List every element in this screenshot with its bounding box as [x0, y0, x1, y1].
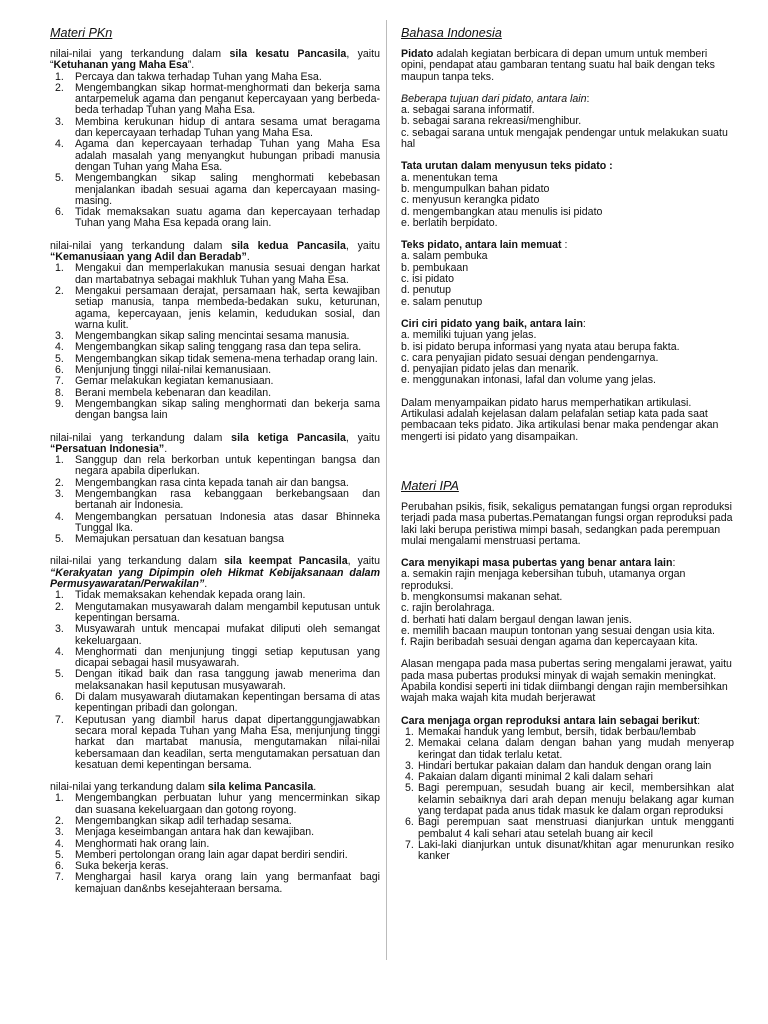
list-item: 2. Mengutamakan musyawarah dalam mengambil keputusan untuk kepentingan bersama.	[55, 600, 380, 624]
column-divider	[386, 20, 387, 960]
list-item: d. penyajian pidato jelas dan menarik.	[401, 363, 579, 376]
sila1-section	[50, 49, 380, 230]
list-item: c. isi pidato	[401, 273, 454, 286]
list-item: 1. Mengembangkan perbuatan luhur yang mencerminkan sikap dan suasana kekeluargaan dan gotong royong.	[55, 792, 380, 816]
menjaga-list	[401, 727, 734, 863]
sila5-list	[50, 793, 380, 895]
list-item: 2. Mengembangkan sikap hormat-menghormati dan bekerja sama antarpemeluk agama dan penganut kepercayaan yang berbeda-beda terhadap Tuhan yang Maha Esa.	[55, 81, 380, 117]
list-item: 3. Hindari bertukar pakaian dalam dan handuk dengan orang lain	[405, 759, 712, 772]
list-item: b. mengumpulkan bahan pidato	[401, 182, 550, 195]
list-item: 1. Sanggup dan rela berkorban untuk kepentingan bangsa dan negara apabila diperlukan.	[55, 454, 380, 478]
ipa-title: Materi IPA	[401, 478, 459, 493]
sila3-intro: nilai-nilai yang terkandung dalam sila ketiga Pancasila, yaitu “Persatuan Indonesia”.	[50, 431, 381, 455]
artikulasi-paragraph: Dalam menyampaikan pidato harus memperhatikan artikulasi. Artikulasi adalah kejelasan dalam pelafalan setiap kata pada saat pembacaan teks pidato. Jika artikulasi benar maka pendengar akan mengerti isi pidato yang disampaikan.	[401, 396, 719, 443]
memuat-heading: Teks pidato, antara lain memuat :	[401, 239, 568, 252]
list-item: 4. Agama dan kepercayaan terhadap Tuhan yang Maha Esa adalah masalah yang menyangkut hubungan pribadi manusia dengan Tuhan yang Maha Esa.	[55, 138, 380, 173]
sila3-list	[50, 455, 380, 545]
menyikapi-section	[401, 558, 734, 648]
list-item: c. sebagai sarana untuk mengajak pendengar untuk melakukan suatu hal	[401, 126, 728, 151]
list-item: 3. Menjaga keseimbangan antara hak dan kewajiban.	[55, 826, 315, 839]
list-item: 3. Mengembangkan sikap saling mencintai sesama manusia.	[55, 330, 350, 343]
sila2-list	[50, 263, 380, 421]
list-item: 5. Memajukan persatuan dan kesatuan bangsa	[55, 533, 285, 546]
list-item: 5. Mengembangkan sikap saling menghormati kebebasan menjalankan ibadah sesuai agama dan kepercayaan masing-masing.	[55, 172, 380, 207]
list-item: 6. Suka bekerja keras.	[55, 860, 169, 873]
list-item: 4. Mengembangkan persatuan Indonesia atas dasar Bhinneka Tunggal Ika.	[55, 510, 380, 534]
list-item: 3. Membina kerukunan hidup di antara sesama umat beragama dan kepercayaan terhadap Tuhan yang Maha Esa.	[55, 115, 380, 140]
list-item: 5. Mengembangkan sikap tidak semena-mena terhadap orang lain.	[55, 352, 378, 365]
left-column	[50, 26, 380, 895]
list-item: 1. Percaya dan takwa terhadap Tuhan yang Maha Esa.	[55, 70, 322, 83]
list-item: b. sebagai sarana rekreasi/menghibur.	[401, 115, 582, 128]
list-item: 1. Memakai handuk yang lembut, bersih, tidak berbau/lembab	[405, 725, 696, 738]
list-item: 9. Mengembangkan sikap saling menghormati dan bekerja sama dengan bangsa lain	[55, 397, 380, 422]
list-item: b. isi pidato berupa informasi yang nyata atau berupa fakta.	[401, 340, 680, 353]
sila2-section	[50, 241, 380, 422]
list-item: 7. Keputusan yang diambil harus dapat dipertanggungjawabkan secara moral kepada Tuhan yang Maha Esa, menjunjung tinggi harkat dan martabat manusia, mengutamakan nilai-nilai kebersamaan dan keadilan, serta mengutamakan persatuan dan kesatuan demi kepentingan bersama.	[55, 713, 380, 771]
list-item: 4. Pakaian dalam diganti minimal 2 kali dalam sehari	[405, 771, 653, 784]
memuat-section	[401, 240, 734, 308]
urutan-section	[401, 161, 734, 229]
list-item: 4. Menghormati hak orang lain.	[55, 837, 210, 850]
list-item: a. semakin rajin menjaga kebersihan tubuh, utamanya organ reproduksi.	[401, 568, 686, 592]
list-item: a. menentukan tema	[401, 171, 498, 184]
list-item: 5. Memberi pertolongan orang lain agar dapat berdiri sendiri.	[55, 848, 348, 861]
urutan-heading: Tata urutan dalam menyusun teks pidato :	[401, 160, 613, 173]
list-item: a. memiliki tujuan yang jelas.	[401, 329, 537, 342]
list-item: b. pembukaan	[401, 261, 469, 274]
sila4-list	[50, 590, 380, 771]
list-item: 6. Di dalam musyawarah diutamakan kepentingan bersama di atas kepentingan pribadi dan golongan.	[55, 691, 380, 715]
list-item: 7. Gemar melakukan kegiatan kemanusiaan.	[55, 375, 274, 388]
jerawat-paragraph-2: Apabila kondisi seperti ini tidak diimbangi dengan rajin membersihkan wajah maka wajah kita mudah berjerawat	[401, 681, 728, 705]
pidato-definition: Pidato adalah kegiatan berbicara di depan umum untuk memberi opini, pendapat atau gambaran tentang suatu hal baik dengan teks maupun tanpa teks.	[401, 48, 715, 83]
list-item: 4. Menghormati dan menjunjung tinggi setiap keputusan yang dicapai sebagai hasil musyawarah.	[55, 645, 380, 670]
list-item: c. cara penyajian pidato sesuai dengan pendengarnya.	[401, 351, 659, 364]
list-item: 3. Mengembangkan rasa kebanggaan berkebangsaan dan bertanah air Indonesia.	[55, 487, 380, 512]
sila2-intro: nilai-nilai yang terkandung dalam sila kedua Pancasila, yaitu “Kemanusiaan yang Adil dan Beradab”.	[50, 239, 381, 264]
list-item: 6. Tidak memaksakan suatu agama dan kepercayaan terhadap Tuhan yang Maha Esa kepada orang lain.	[55, 206, 380, 230]
list-item: d. penutup	[401, 284, 452, 297]
bahasa-title: Bahasa Indonesia	[401, 26, 502, 40]
sila4-section	[50, 556, 380, 771]
sila5-section	[50, 782, 380, 895]
ipa-intro: Perubahan psikis, fisik, sekaligus pematangan fungsi organ reproduksi terjadi pada masa pubertas.Pematangan fungsi organ reproduksi pada laki laki berupa peristiwa mimpi basah, sedangkan pada perempuan mulai mengalami menstruasi pertama.	[401, 500, 733, 547]
list-item: 1. Mengakui dan memperlakukan manusia sesuai dengan harkat dan martabatnya sebagai makhluk Tuhan yang Maha Esa.	[55, 262, 380, 286]
ciri-heading: Ciri ciri pidato yang baik, antara lain:	[401, 317, 586, 330]
list-item: d. mengembangkan atau menulis isi pidato	[401, 205, 603, 218]
list-item: 6. Menjunjung tinggi nilai-nilai kemanusiaan.	[55, 364, 272, 377]
sila1-intro: nilai-nilai yang terkandung dalam sila kesatu Pancasila, yaitu “Ketuhanan yang Maha Esa”.	[50, 48, 380, 72]
menjaga-heading: Cara menjaga organ reproduksi antara lain sebagai berikut:	[401, 714, 701, 727]
list-item: c. rajin berolahraga.	[401, 602, 495, 615]
list-item: 3. Musyawarah untuk mencapai mufakat diliputi oleh semangat kekeluargaan.	[55, 623, 380, 647]
list-item: f. Rajin beribadah sesuai dengan agama dan kepercayaan kita.	[401, 636, 698, 649]
list-item: e. menggunakan intonasi, lafal dan volume yang jelas.	[401, 374, 657, 387]
list-item: 2. Mengembangkan rasa cinta kepada tanah air dan bangsa.	[55, 476, 349, 489]
list-item: 2. Mengakui persamaan derajat, persamaan hak, serta kewajiban setiap manusia, tanpa membeda-bedakan suku, keturunan, agama, kepercayaan, jenis kelamin, kedudukan sosial, dan warna kulit.	[55, 284, 380, 331]
list-item: e. memilih bacaan maupun tontonan yang sesuai dengan usia kita.	[401, 624, 715, 637]
sila1-list	[50, 72, 380, 230]
list-item: d. berhati hati dalam bergaul dengan lawan jenis.	[401, 613, 632, 626]
list-item: b. mengkonsumsi makanan sehat.	[401, 590, 563, 603]
list-item: 7. Menghargai hasil karya orang lain yang bermanfaat bagi kemajuan dan&nbs kesejahteraan bersama.	[55, 871, 380, 895]
list-item: 6. Bagi perempuan saat menstruasi dianjurkan untuk mengganti pembalut 4 kali sehari atau setelah buang air kecil	[405, 816, 734, 840]
list-item: 8. Berani membela kebenaran dan keadilan.	[55, 386, 272, 399]
menyikapi-heading: Cara menyikapi masa pubertas yang benar antara lain:	[401, 557, 676, 570]
pkn-title: Materi PKn	[50, 26, 113, 40]
sila4-intro: nilai-nilai yang terkandung dalam sila keempat Pancasila, yaitu “Kerakyatan yang Dipimpin oleh Hikmat Kebijaksanaan dalam Permusyawaratan/Perwakilan”.	[50, 555, 380, 591]
list-item: 5. Dengan itikad baik dan rasa tanggung jawab menerima dan melaksanakan hasil keputusan musyawarah.	[55, 668, 380, 692]
sila3-section	[50, 433, 380, 546]
list-item: c. menyusun kerangka pidato	[401, 194, 540, 207]
jerawat-paragraph: Alasan mengapa pada masa pubertas sering mengalami jerawat, yaitu pada masa pubertas produksi minyak di wajah semakin meningkat.	[401, 658, 732, 682]
sila5-intro: nilai-nilai yang terkandung dalam sila kelima Pancasila.	[50, 781, 317, 794]
list-item: 5. Bagi perempuan, sesudah buang air kecil, membersihkan alat kelamin sebaiknya dari arah depan menuju belakang agar kuman yang terdapat pada anus tidak masuk ke dalam organ reproduksi	[405, 782, 734, 818]
list-item: a. sebagai sarana informatif.	[401, 104, 535, 117]
tujuan-section	[401, 94, 734, 150]
list-item: 1. Tidak memaksakan kehendak kepada orang lain.	[55, 589, 306, 602]
menjaga-section	[401, 716, 734, 863]
list-item: a. salam pembuka	[401, 250, 488, 263]
list-item: 2. Memakai celana dalam dengan bahan yang mudah menyerap keringat dan tidak terlalu ketat.	[405, 737, 734, 761]
list-item: e. salam penutup	[401, 295, 483, 308]
tujuan-heading: Beberapa tujuan dari pidato, antara lain:	[401, 92, 590, 105]
list-item: 2. Mengembangkan sikap adil terhadap sesama.	[55, 815, 292, 827]
list-item: e. berlatih berpidato.	[401, 216, 498, 229]
list-item: 7. Laki-laki dianjurkan untuk disunat/khitan agar menurunkan resiko kanker	[405, 838, 734, 863]
ciri-section	[401, 319, 734, 387]
list-item: 4. Mengembangkan sikap saling tenggang rasa dan tepa selira.	[55, 341, 362, 354]
right-column	[401, 26, 734, 863]
